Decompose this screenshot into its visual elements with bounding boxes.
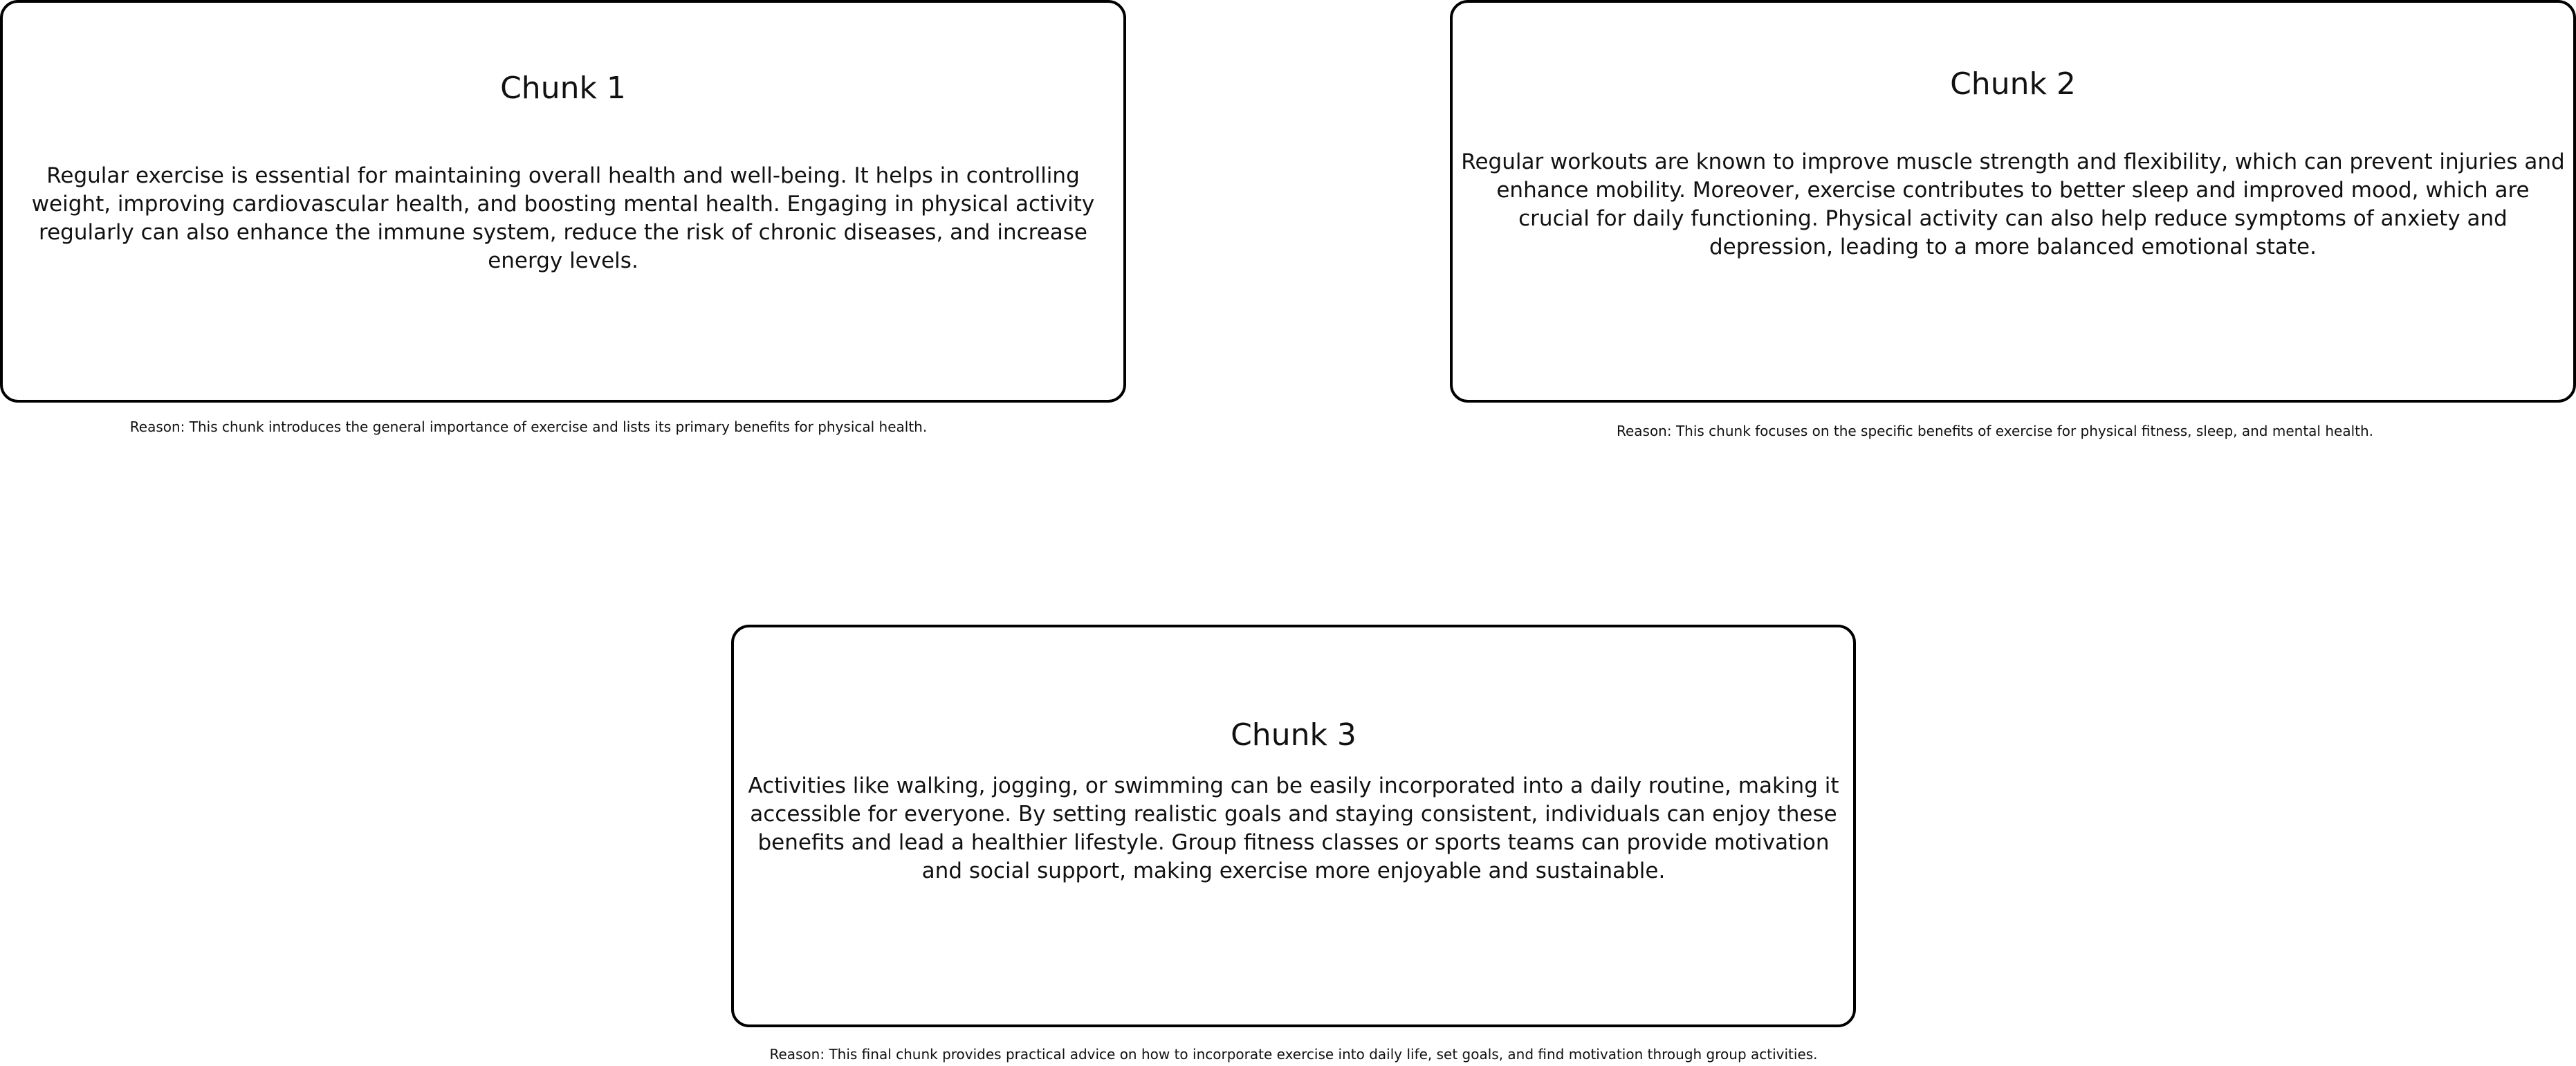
chunk-3-title: Chunk 3 <box>1231 717 1356 753</box>
chunk-3-text: Activities like walking, jogging, or swimming can be easily incorporated into a daily routine, making it accessible for everyone. By setting realistic goals and staying consistent, individuals can enjoy these benefits and lead a healthier lifestyle. Group fitness classes or sports teams can provide motivation and social support, making exercise more enjoyable and sustainable. <box>748 773 1839 883</box>
chunk-3-box <box>731 625 1856 1027</box>
chunk-2-title: Chunk 2 <box>1950 66 2076 102</box>
chunk-2-box <box>1450 0 2576 403</box>
chunk-1-box <box>0 0 1126 403</box>
chunk-1-reason: Reason: This chunk introduces the general importance of exercise and lists its primary benefits for physical health. <box>129 419 928 435</box>
chunk-3-reason: Reason: This final chunk provides practical advice on how to incorporate exercise into daily life, set goals, and find motivation through group activities. <box>769 1046 1818 1063</box>
chunk-2-text: Regular workouts are known to improve muscle strength and flexibility, which can prevent injuries and enhance mobility. Moreover, exercise contributes to better sleep and improved mood, which are crucial for daily functioning. Physical activity can also help reduce symptoms of anxiety and depression, leading to a more balanced emotional state. <box>1461 149 2565 259</box>
chunk-2-reason: Reason: This chunk focuses on the specific benefits of exercise for physical fitness, sleep, and mental health. <box>1616 423 2374 439</box>
chunk-1-title: Chunk 1 <box>500 71 626 106</box>
chunk-1-text: Regular exercise is essential for maintaining overall health and well-being. It helps in controlling weight, improving cardiovascular health, and boosting mental health. Engaging in physical activity regularly can also enhance the immune system, reduce the risk of chronic diseases, and increase energy levels. <box>31 163 1095 273</box>
